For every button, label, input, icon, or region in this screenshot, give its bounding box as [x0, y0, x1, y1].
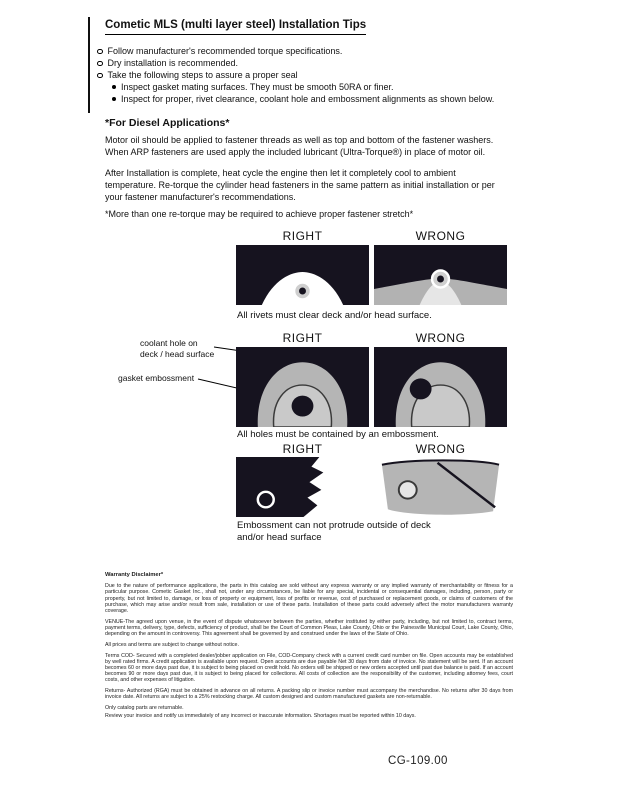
wrong-label: WRONG — [415, 331, 466, 345]
legal-paragraph: Due to the nature of performance applications, the parts in this catalog are sold without any express warranty or any implied warranty of merchantability or fitness for a particular purpose. Cometic Gasket Inc., shall not, under any circumstances, be liable for any special, incidental or consequential damages, including, person, party or property, but not limited to, damage, or loss of property or equipment, loss of profits or revenue, cost of purchased or replacement goods, or claims of customers of the purchase, which may arise and/or result from sale, installation or use of these parts. Installation of these parts could adversely affect the motor manufacturers warranty coverage. — [105, 583, 513, 615]
circle-bullet-icon — [97, 61, 103, 67]
list-item — [112, 81, 527, 93]
right-label: RIGHT — [282, 229, 323, 243]
caption-text: and/or head surface — [237, 532, 322, 543]
protrusion-right-diagram — [236, 457, 369, 517]
legal-paragraph: Returns- Authorized (RGA) must be obtained in advance on all returns. A packing slip or invoice number must accompany the merchandise. No returns after 30 days from invoice date. All returns are subject to a 25% restocking charge. All custom designed and custom manufactured gaskets are non-returnable. — [105, 688, 513, 701]
circle-bullet-icon — [97, 49, 103, 55]
list-item — [97, 69, 527, 81]
legal-paragraph: VENUE-The agreed upon venue, in the event of dispute whatsoever between the parties, whether instituted by either party, including, but not limited to, contract terms, payment terms, delivery, type, defects, sufficiency of product, shall be the Court of Common Pleas, Lake County, Ohio or the Painesville Municipal Court, Lake County, Ohio, depending on the amount in controversy. This agreement shall be governed by and construed under the laws of the State of Ohio. — [105, 618, 513, 638]
dot-bullet-icon — [112, 85, 116, 89]
legal-paragraph: Review your invoice and notify us immediately of any incorrect or inaccurate information. Shortages must be reported within 10 days. — [105, 712, 416, 719]
tip-text: Inspect for proper, rivet clearance, coolant hole and embossment alignments as shown below. — [121, 94, 495, 104]
legal-paragraph: Only catalog parts are returnable. — [105, 704, 184, 711]
page-title: Cometic MLS (multi layer steel) Installation Tips — [105, 19, 366, 35]
warranty-disclaimer-heading: Warranty Disclaimer* — [105, 572, 164, 578]
rivet-right-diagram — [236, 245, 369, 305]
row2-caption: All holes must be contained by an embossment. — [237, 429, 439, 440]
coolant-hole-callout — [140, 338, 220, 360]
rivet-wrong-diagram — [374, 245, 507, 305]
tip-text: Follow manufacturer's recommended torque specifications. — [107, 46, 343, 56]
diagrams-section — [0, 226, 618, 556]
retorque-note: *More than one re-torque may be required to achieve proper fastener stretch* — [105, 209, 414, 219]
diesel-applications-heading: *For Diesel Applications* — [105, 117, 230, 129]
diesel-paragraph-2: After Installation is complete, heat cycle the engine then let it completely cool to ambient temperature. Re-torque the cylinder head fasteners in the same pattern as initial installation or per your fastener manufacturer's recommendations. — [105, 168, 495, 202]
tip-text: Take the following steps to assure a proper seal — [107, 70, 298, 80]
embossment-right-diagram — [236, 347, 369, 427]
list-item — [97, 45, 527, 57]
legal-section — [105, 572, 513, 723]
left-margin-rule — [88, 17, 90, 113]
wrong-label: WRONG — [415, 442, 466, 456]
embossment-wrong-diagram — [374, 347, 507, 427]
row3-caption — [237, 520, 431, 544]
list-item — [97, 57, 527, 69]
protrusion-wrong-diagram — [374, 457, 507, 517]
right-label: RIGHT — [282, 331, 323, 345]
legal-paragraph: All prices and terms are subject to change without notice. — [105, 641, 239, 648]
diesel-paragraph-1: Motor oil should be applied to fastener threads as well as top and bottom of the fastener washers. When ARP fasteners are used apply the included lubricant (Ultra-Torque®) in place of motor oil. — [105, 135, 494, 157]
right-label: RIGHT — [282, 442, 323, 456]
list-item — [112, 93, 527, 105]
tip-text: Dry installation is recommended. — [107, 58, 239, 68]
legal-paragraph: Terms COD- Secured with a completed dealer/jobber application on File, COD-Company check with a current credit card number on file. Open accounts may be established by well rated firms. A credit application is available upon request. Open accounts are due payable Net 30 days from date of invoice. No statement will be sent. If an account becomes 60 or more days past due, it is subject to being placed on credit hold. No orders will be shipped or new orders accepted until past due balance is paid. If an account becomes 90 or more days past due, it is subject to being placed for collections. All costs of collection are the responsibility of the customer, including attorney fees, court costs, and other expenses of litigation. — [105, 652, 513, 684]
gasket-embossment-callout: gasket embossment — [118, 373, 195, 383]
row1-caption: All rivets must clear deck and/or head surface. — [237, 310, 432, 321]
circle-bullet-icon — [97, 73, 103, 79]
callout-text: coolant hole on — [140, 338, 198, 348]
wrong-label: WRONG — [415, 229, 466, 243]
tip-text: Inspect gasket mating surfaces. They must be smooth 50RA or finer. — [121, 82, 394, 92]
dot-bullet-icon — [112, 97, 116, 101]
tips-list — [97, 45, 527, 105]
callout-text: deck / head surface — [140, 349, 215, 359]
caption-text: Embossment can not protrude outside of deck — [237, 520, 431, 531]
catalog-page-code: CG-109.00 — [388, 755, 448, 767]
